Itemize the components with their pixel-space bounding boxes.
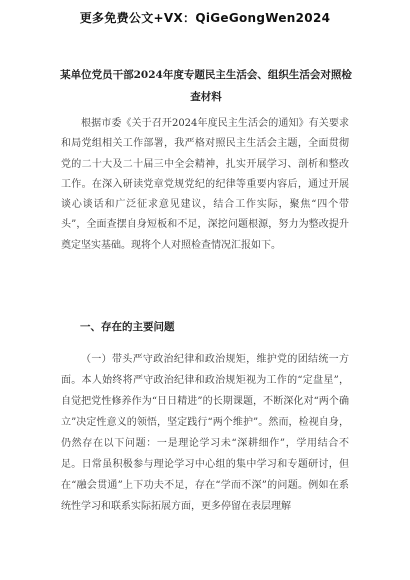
intro-paragraph: 根据市委《关于召开2024年度民主生活会的通知》有关要求和局党组相关工作部署，我严格对照民主生活会主题，全面贯彻党的二十大及二十届三中全会精神，扎实开展学习、剖析和整改工作。在深入研读党章党规党纪的纪律等重要内容后，通过开展谈心谈话和广泛征求意见建议，结合工作实际，聚焦“四个带头”，全面查摆自身短板和不足，深挖问题根源，努力为整改提升奠定坚实基础。现将个人对照检查情况汇报如下。 (61, 118, 349, 251)
document-title: 某单位党员干部2024年度专题民主生活会、组织生活会对照检查材料 (60, 69, 352, 103)
section-paragraph: （一）带头严守政治纪律和政治规矩，维护党的团结统一方面。本人始终将严守政治纪律和政治规矩视为工作的“定盘星”，自觉把党性修养作为“日日精进”的长期课题，不断深化对“两个确立”决定性意义的领悟，坚定践行“两个维护”。然而，检视自身，仍然存在以下问题：一是理论学习未“深耕细作”，学用结合不足。日常虽积极参与理论学习中心组的集中学习和专题研讨，但在“融会贯通”上下功夫不足，存在“学而不深”的问题。例如在系统性学习和联系实际拓展方面，更多停留在表层理解 (61, 354, 349, 512)
page-header-banner: 更多免费公文+VX：QiGeGongWen2024 (79, 11, 331, 25)
section-heading: 一、存在的主要问题 (80, 321, 175, 333)
